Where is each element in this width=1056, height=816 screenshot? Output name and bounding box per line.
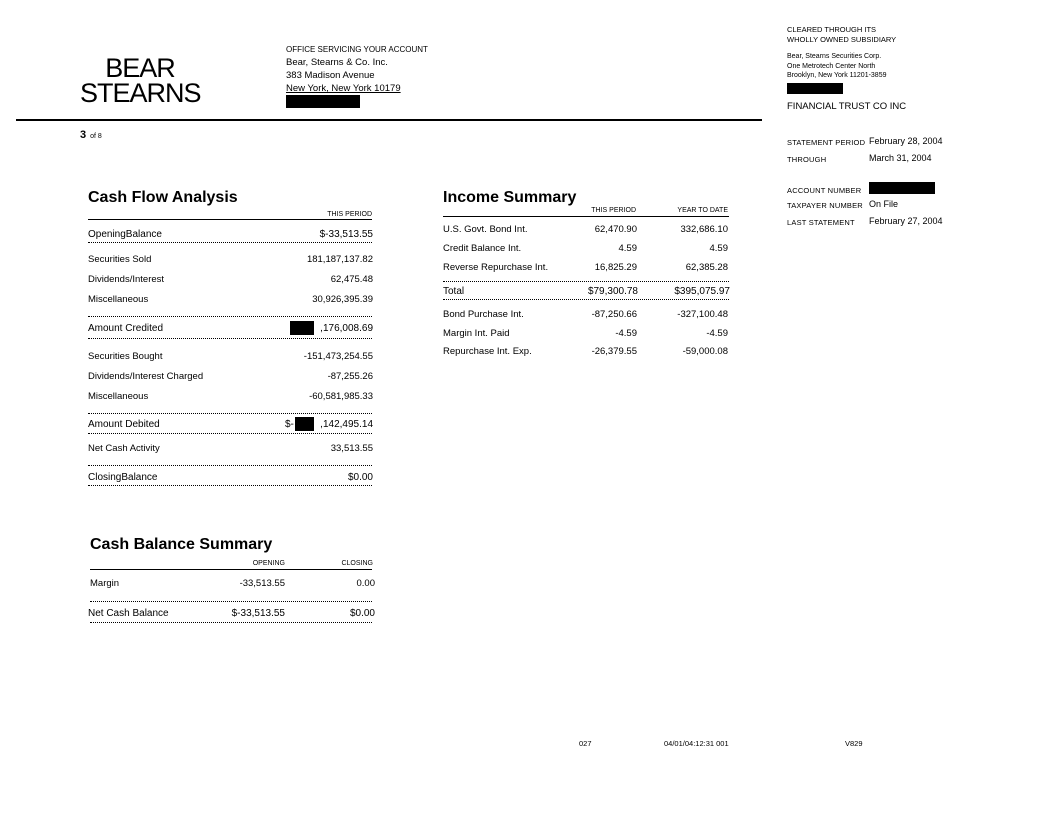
cash-flow-title: Cash Flow Analysis bbox=[88, 189, 238, 206]
logo-line1: BEAR bbox=[105, 53, 175, 83]
divider bbox=[443, 216, 729, 217]
office-street: 383 Madison Avenue bbox=[286, 70, 375, 81]
income-row-period: 62,470.90 bbox=[594, 224, 637, 235]
income-row-period: 4.59 bbox=[618, 243, 637, 254]
income-row-period: -4.59 bbox=[615, 328, 637, 339]
opening-balance-label: OpeningBalance bbox=[88, 229, 162, 240]
divider bbox=[90, 601, 372, 602]
office-label: OFFICE SERVICING YOUR ACCOUNT bbox=[286, 45, 428, 54]
dividends-interest-label: Dividends/Interest bbox=[88, 274, 165, 285]
bear-stearns-logo bbox=[80, 53, 201, 108]
clearing-line1: CLEARED THROUGH ITS bbox=[787, 25, 877, 34]
securities-sold-label: Securities Sold bbox=[88, 254, 152, 265]
income-total-ytd: $395,075.97 bbox=[674, 286, 730, 297]
divider bbox=[88, 338, 372, 339]
closing-balance-label: ClosingBalance bbox=[88, 472, 158, 483]
income-total-label: Total bbox=[443, 286, 465, 297]
net-cash-balance-closing: $0.00 bbox=[349, 608, 375, 619]
redaction-box bbox=[869, 182, 935, 194]
net-cash-balance-label: Net Cash Balance bbox=[88, 608, 169, 619]
divider bbox=[443, 299, 729, 300]
clearing-address1: One Metrotech Center North bbox=[787, 62, 876, 70]
divider bbox=[88, 485, 372, 486]
divider bbox=[88, 465, 372, 466]
page-number: 3 bbox=[80, 129, 87, 141]
net-cash-activity-label: Net Cash Activity bbox=[88, 443, 160, 454]
office-address-block bbox=[286, 43, 428, 112]
securities-sold-value: 181,187,137.82 bbox=[306, 254, 373, 265]
income-row-ytd: 4.59 bbox=[709, 243, 728, 254]
cash-balance-opening-header: OPENING bbox=[252, 560, 285, 567]
divider bbox=[88, 316, 372, 317]
amount-debited-value: ,142,495.14 bbox=[320, 419, 373, 430]
office-city: New York, New York 10179 bbox=[286, 83, 401, 94]
amount-credited-label: Amount Credited bbox=[88, 323, 164, 334]
through-value: March 31, 2004 bbox=[869, 153, 932, 163]
amount-credited-value: ,176,008.69 bbox=[320, 323, 373, 334]
footer-version: V829 bbox=[845, 739, 863, 748]
statement-period-label: STATEMENT PERIOD bbox=[787, 138, 866, 147]
miscellaneous-debit-value: -60,581,985.33 bbox=[309, 391, 373, 402]
clearing-firm: Bear, Stearns Securities Corp. bbox=[787, 53, 882, 60]
cash-balance-closing-header: CLOSING bbox=[341, 560, 373, 567]
income-row-ytd: -327,100.48 bbox=[677, 309, 728, 320]
divider bbox=[90, 622, 372, 623]
dividends-interest-value: 62,475.48 bbox=[330, 274, 373, 285]
page-indicator bbox=[80, 129, 102, 141]
income-row-label: Reverse Repurchase Int. bbox=[443, 262, 549, 273]
clearing-address2: Brooklyn, New York 11201-3859 bbox=[787, 72, 887, 79]
taxpayer-label: TAXPAYER NUMBER bbox=[787, 201, 863, 210]
income-row-label: Credit Balance Int. bbox=[443, 243, 522, 254]
miscellaneous-debit-label: Miscellaneous bbox=[88, 391, 149, 402]
clearing-firm-block bbox=[787, 52, 887, 97]
income-row-label: Bond Purchase Int. bbox=[443, 309, 524, 320]
header-rule bbox=[16, 119, 762, 121]
income-row-label: Margin Int. Paid bbox=[443, 328, 510, 339]
cash-balance-title: Cash Balance Summary bbox=[90, 536, 273, 553]
income-row-ytd: -4.59 bbox=[706, 328, 728, 339]
income-total-period: $79,300.78 bbox=[587, 286, 638, 297]
income-period-header: THIS PERIOD bbox=[591, 207, 636, 214]
divider bbox=[88, 242, 372, 243]
income-row-period: -26,379.55 bbox=[591, 346, 637, 357]
dividends-charged-label: Dividends/Interest Charged bbox=[88, 371, 204, 382]
income-row-period: -87,250.66 bbox=[591, 309, 637, 320]
last-statement-value: February 27, 2004 bbox=[869, 216, 943, 226]
income-row-ytd: 332,686.10 bbox=[680, 224, 728, 235]
client-name: FINANCIAL TRUST CO INC bbox=[787, 101, 907, 112]
miscellaneous-credit-label: Miscellaneous bbox=[88, 294, 149, 305]
divider bbox=[90, 569, 372, 570]
amount-debited-prefix: $- bbox=[285, 419, 294, 430]
clearing-block bbox=[787, 25, 896, 45]
taxpayer-value: On File bbox=[869, 199, 899, 209]
margin-label: Margin bbox=[90, 578, 120, 589]
last-statement-label: LAST STATEMENT bbox=[787, 218, 855, 227]
income-ytd-header: YEAR TO DATE bbox=[677, 207, 728, 214]
statement-period-value: February 28, 2004 bbox=[869, 136, 943, 146]
redaction-box bbox=[286, 95, 360, 108]
cash-flow-column-header: THIS PERIOD bbox=[327, 211, 372, 218]
income-row-label: U.S. Govt. Bond Int. bbox=[443, 224, 528, 235]
divider bbox=[88, 219, 372, 220]
net-cash-balance-opening: $-33,513.55 bbox=[231, 608, 285, 619]
logo-line2: STEARNS bbox=[80, 78, 201, 108]
divider bbox=[443, 281, 729, 282]
footer-timestamp: 04/01/04:12:31 001 bbox=[664, 739, 729, 748]
clearing-line2: WHOLLY OWNED SUBSIDIARY bbox=[787, 35, 897, 44]
dividends-charged-value: -87,255.26 bbox=[327, 371, 373, 382]
divider bbox=[88, 433, 372, 434]
securities-bought-label: Securities Bought bbox=[88, 351, 163, 362]
margin-opening: -33,513.55 bbox=[239, 578, 285, 589]
net-cash-activity-value: 33,513.55 bbox=[330, 443, 373, 454]
divider bbox=[88, 413, 372, 414]
opening-balance-value: $-33,513.55 bbox=[319, 229, 373, 240]
through-label: THROUGH bbox=[787, 155, 827, 164]
margin-closing: 0.00 bbox=[356, 578, 375, 589]
income-row-period: 16,825.29 bbox=[594, 262, 637, 273]
income-row-label: Repurchase Int. Exp. bbox=[443, 346, 532, 357]
income-summary-title: Income Summary bbox=[443, 189, 577, 206]
income-row-ytd: 62,385.28 bbox=[685, 262, 728, 273]
redaction-box bbox=[787, 83, 843, 94]
office-name: Bear, Stearns & Co. Inc. bbox=[286, 57, 388, 68]
miscellaneous-credit-value: 30,926,395.39 bbox=[312, 294, 373, 305]
amount-debited-label: Amount Debited bbox=[88, 419, 160, 430]
account-number-label: ACCOUNT NUMBER bbox=[787, 186, 862, 195]
income-row-ytd: -59,000.08 bbox=[682, 346, 728, 357]
securities-bought-value: -151,473,254.55 bbox=[303, 351, 373, 362]
page-of-label: of 8 bbox=[90, 133, 102, 140]
closing-balance-value: $0.00 bbox=[347, 472, 373, 483]
footer-code: 027 bbox=[579, 739, 592, 748]
